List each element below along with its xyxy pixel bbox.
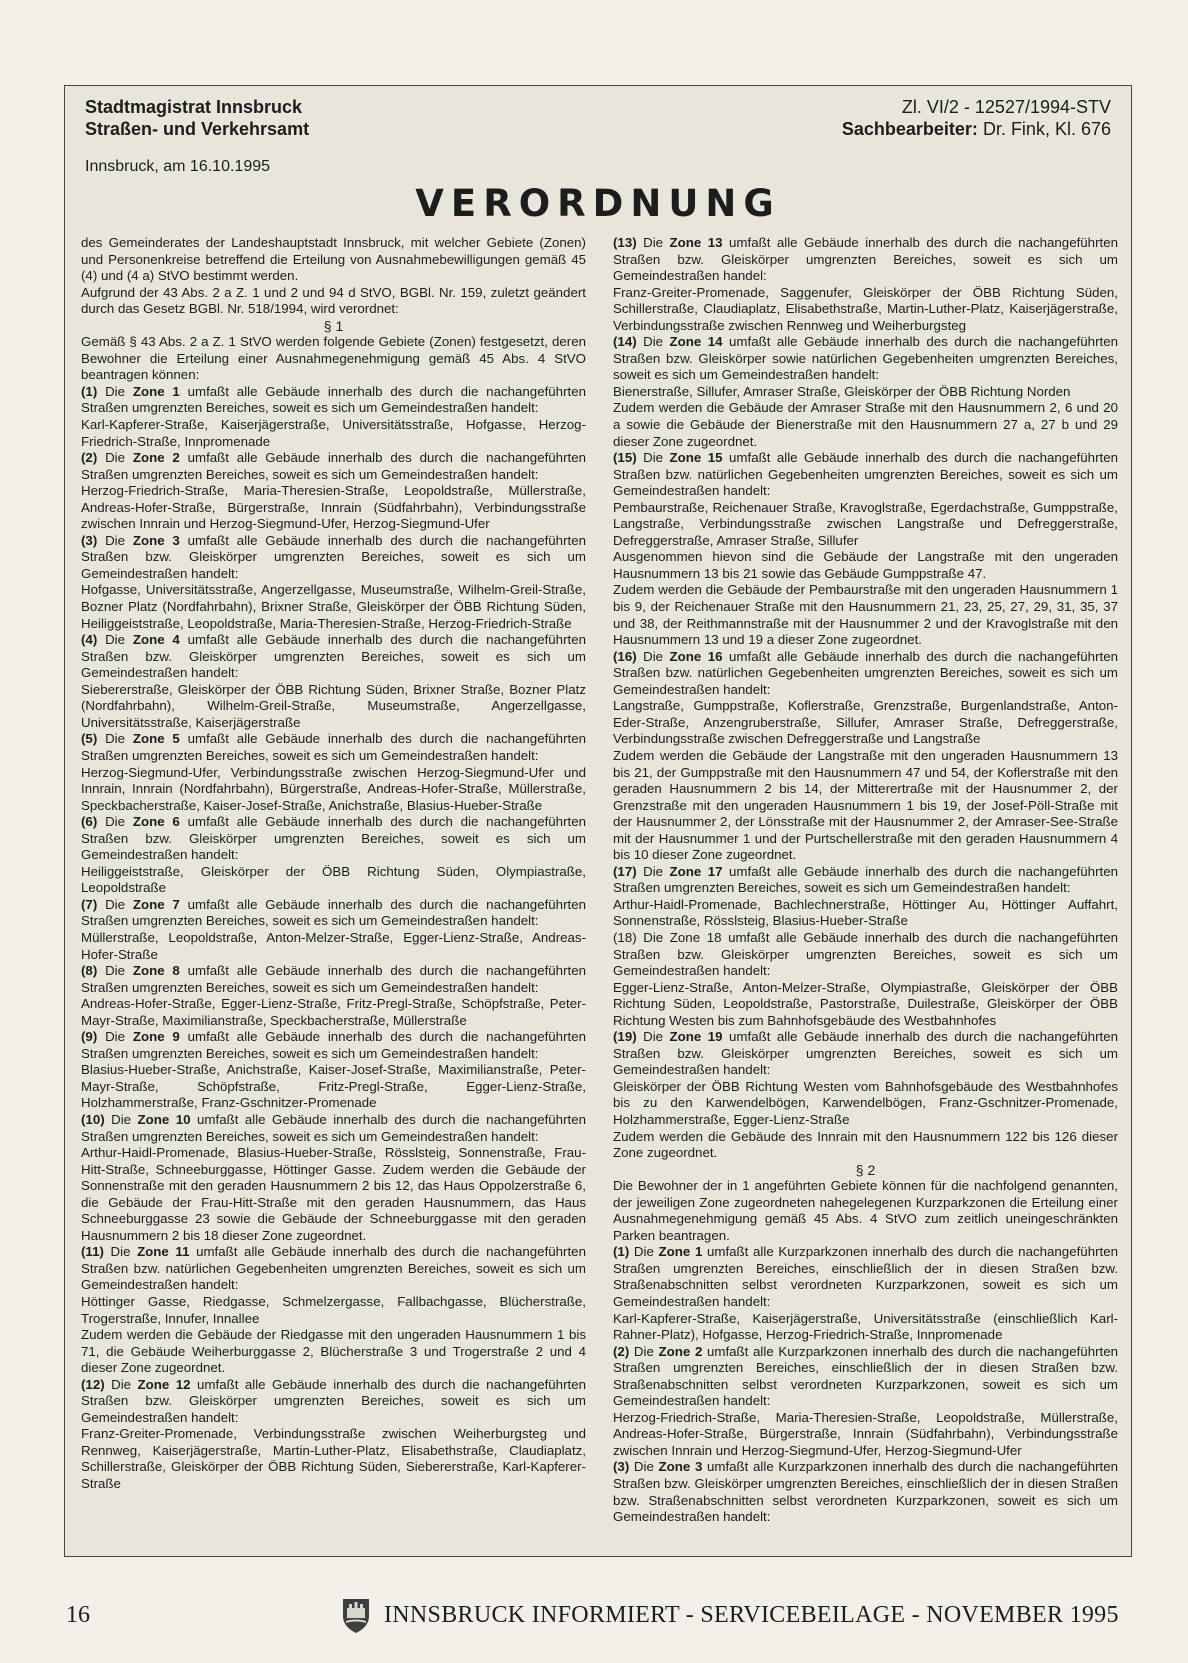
parking-zone-1-streets: Karl-Kapferer-Straße, Kaiserjägerstraße, Universitätsstraße (einschließlich Karl-Rahner-Platz), Hofgasse, Herzog-Friedrich-Straße, Innpromenade xyxy=(613,1310,1118,1343)
document-title: VERORDNUNG xyxy=(415,182,781,225)
section-2-heading: § 2 xyxy=(855,1161,876,1178)
zone-15-streets: Pembaurstraße, Reichenauer Straße, Kravoglstraße, Egerdachstraße, Gumppstraße, Langstraße, Verbindungsstraße zwischen Langstraße und Defreggerstraße, Defreggerstraße, Amraser Straße, Sillufer xyxy=(613,499,1118,548)
section-2-text: Die Bewohner der in 1 angeführten Gebiete können für die nachfolgend genannten, der jeweiligen Zone zugeordneten nahegelegenen Kurzparkzonen die Erteilung einer Ausnahmegenehmigung gemäß 45 Abs. 4 StVO zum zeitlich uneingeschränkten Parken beantragen. xyxy=(613,1178,1118,1243)
zone-10-streets: Arthur-Haidl-Promenade, Blasius-Hueber-Straße, Rösslsteig, Sonnenstraße, Frau-Hitt-Straße, Schneeburggasse, Höttinger Gasse. Zudem werden die Gebäude der Sonnenstraße mit den geraden Hausnummern 2 bis 12, das Haus Oppolzerstraße 6, die Gebäude der Frau-Hitt-Straße mit den geraden Hausnummern, das Haus Schneeburggasse 23 sowie die Gebäude der Schneeburggasse mit den geraden Hausnummern 2 bis 18 dieser Zone zugeordnet. xyxy=(81,1145,586,1243)
zone-5-streets: Herzog-Siegmund-Ufer, Verbindungsstraße zwischen Herzog-Siegmund-Ufer und Innrain, Innrain (Nordfahrbahn), Bürgerstraße, Andreas-Hofer-Straße, Müllerstraße, Speckbacherstraße, Kaiser-Josef-Straße, Anichstraße, Blasius-Hueber-Straße xyxy=(81,764,586,813)
zone-3-streets: Hofgasse, Universitätsstraße, Angerzellgasse, Museumstraße, Wilhelm-Greil-Straße, Bozner Platz (Nordfahrbahn), Brixner Straße, Gleiskörper der ÖBB Richtung Süden, Heiliggeiststraße, Leopoldstraße, Maria-Theresien-Straße, Herzog-Friedrich-Straße xyxy=(81,582,586,631)
zone-10: (10) Die Zone 10 umfaßt alle Gebäude innerhalb des durch die nachangeführten Straßen umgrenzten Bereiches, soweit es sich um Gemeindestraßen handelt: xyxy=(81,1111,586,1144)
zone-15-extra: Zudem werden die Gebäude der Pembaurstraße mit den ungeraden Hausnummern 1 bis 9, der Reichenauer Straße mit den Hausnummern 21, 23, 25, 27, 29, 31, 35, 37 und 38, der Reithmannstraße mit der Hausnummer 2 und der Kravoglstraße mit den Hausnummern 13 und 19 a dieser Zone zugeordnet. xyxy=(613,582,1118,648)
zone-4-streets: Siebererstraße, Gleiskörper der ÖBB Richtung Süden, Brixner Straße, Bozner Platz (Nordfahrbahn), Wilhelm-Greil-Straße, Museumstraße, Angerzellgasse, Universitätsstraße, Kaiserjägerstraße xyxy=(81,681,586,730)
zone-18-streets: Egger-Lienz-Straße, Anton-Melzer-Straße, Olympiastraße, Gleiskörper der ÖBB Richtung Süden, Leopoldstraße, Pastorstraße, Duilestraße, Gleiskörper der ÖBB Richtung Westen bis zum Bahnhofsgebäude des Westbahnhofes xyxy=(613,979,1118,1028)
reference-number: Zl. VI/2 - 12527/1994-STV xyxy=(901,97,1111,117)
zone-18: (18) Die Zone 18 umfaßt alle Gebäude innerhalb des durch die nachangeführten Straßen bzw. Gleiskörper umgrenzten Bereiches, soweit es sich um Gemeindestraßen handelt: xyxy=(613,929,1118,979)
publication-title: INNSBRUCK INFORMIERT - SERVICEBEILAGE - NOVEMBER 1995 xyxy=(384,1602,1119,1628)
reference-block xyxy=(842,96,1111,140)
zone-15-exception: Ausgenommen hievon sind die Gebäude der Langstraße mit den ungeraden Hausnummern 13 bis 21 sowie das Gebäude Gumppstraße 47. xyxy=(613,549,1118,581)
zone-12-streets: Franz-Greiter-Promenade, Verbindungsstraße zwischen Weiherburgsteg und Rennweg, Kaiserjägerstraße, Martin-Luther-Platz, Elisabethstraße, Claudiaplatz, Schillerstraße, Gleiskörper der ÖBB Richtung Süden, Siebererstraße, Karl-Kapferer-Straße xyxy=(81,1426,586,1492)
zone-2-streets: Herzog-Friedrich-Straße, Maria-Theresien-Straße, Leopoldstraße, Müllerstraße, Andreas-Hofer-Straße, Bürgerstraße, Innrain (Südfahrbahn), Verbindungsstraße zwischen Innrain und Herzog-Siegmund-Ufer, Herzog-Siegmund-Ufer xyxy=(81,483,586,532)
left-column xyxy=(81,235,586,1493)
zone-1: (1) Die Zone 1 umfaßt alle Gebäude innerhalb des durch die nachangeführten Straßen umgrenzten Bereiches, soweit es sich um Gemeindestraßen handelt: xyxy=(81,383,586,416)
zone-13-streets: Franz-Greiter-Promenade, Saggenufer, Gleiskörper der ÖBB Richtung Süden, Schillerstraße, Claudiaplatz, Elisabethstraße, Martin-Luther-Platz, Kaiserjägerstraße, Verbindungsstraße zwischen Rennweg und Weiherburgsteg xyxy=(613,284,1118,333)
zone-2: (2) Die Zone 2 umfaßt alle Gebäude innerhalb des durch die nachangeführten Straßen umgrenzten Bereiches, soweit es sich um Gemeindestraßen handelt: xyxy=(81,450,586,482)
parking-zone-2-streets: Herzog-Friedrich-Straße, Maria-Theresien-Straße, Leopoldstraße, Müllerstraße, Andreas-Hofer-Straße, Bürgerstraße, Innrain (Südfahrbahn), Verbindungsstraße zwischen Innrain und Herzog-Siegmund-Ufer, Herzog-Siegmund-Ufer xyxy=(613,1409,1118,1458)
zone-16: (16) Die Zone 16 umfaßt alle Gebäude innerhalb des durch die nachangeführten Straßen bzw. natürlichen Gegebenheiten umgrenzten Bereiches, soweit es sich um Gemeindestraßen handelt: xyxy=(613,648,1118,697)
zone-16-streets: Langstraße, Gumppstraße, Koflerstraße, Grenzstraße, Burgenlandstraße, Anton-Eder-Straße, Anzengruberstraße, Sillufer, Amraser Straße, Defreggerstraße, Verbindungsstraße zwischen Defreggerstraße und Langstraße xyxy=(613,698,1118,747)
zone-13: (13) Die Zone 13 umfaßt alle Gebäude innerhalb des durch die nachangeführten Straßen bzw. Gleiskörper umgrenzten Bereiches, soweit es sich um Gemeindestraßen handel: xyxy=(613,235,1118,284)
zone-17-streets: Arthur-Haidl-Promenade, Bachlechnerstraße, Höttinger Au, Höttinger Auffahrt, Sonnenstraße, Rösslsteig, Blasius-Hueber-Straße xyxy=(613,896,1118,929)
zone-15: (15) Die Zone 15 umfaßt alle Gebäude innerhalb des durch die nachangeführten Straßen bzw. natürlichen Gegebenheiten umgrenzten Bereiches, soweit es sich um Gemeindestraßen handelt: xyxy=(613,450,1118,499)
zone-14: (14) Die Zone 14 umfaßt alle Gebäude innerhalb des durch die nachangeführten Straßen bzw. Gleiskörper sowie natürlichen Gegebenheiten umgrenzten Bereiches, soweit es sich um Gemeindestraßen handelt: xyxy=(613,334,1118,383)
zone-11-streets: Höttinger Gasse, Riedgasse, Schmelzergasse, Fallbachgasse, Blücherstraße, Trogerstraße, Innufer, Innallee xyxy=(81,1294,586,1326)
clerk-label: Sachbearbeiter: xyxy=(841,119,978,139)
section-1-heading: § 1 xyxy=(323,317,344,334)
zone-6: (6) Die Zone 6 umfaßt alle Gebäude innerhalb des durch die nachangeführten Straßen bzw. Gleiskörper umgrenzten Bereiches, soweit es sich um Gemeindestraßen handelt: xyxy=(81,814,586,863)
zone-19-extra: Zudem werden die Gebäude des Innrain mit den Hausnummern 122 bis 126 dieser Zone zugeordnet. xyxy=(613,1128,1118,1161)
zone-17: (17) Die Zone 17 umfaßt alle Gebäude innerhalb des durch die nachangeführten Straßen umgrenzten Bereiches, soweit es sich um Gemeindestraßen handelt: xyxy=(613,863,1118,896)
parking-zone-1: (1) Die Zone 1 umfaßt alle Kurzparkzonen innerhalb des durch die nachangeführten Straßen umgrenzten Bereiches, einschließlich der in diesen Straßen bzw. Straßenabschnitten selbst verordneten Kurzparkzonen, soweit es sich um Gemeindestraßen handelt: xyxy=(613,1244,1118,1309)
city-crest-icon xyxy=(341,1596,371,1634)
zone-3: (3) Die Zone 3 umfaßt alle Gebäude innerhalb des durch die nachangeführten Straßen bzw. Gleiskörper umgrenzten Bereiches, soweit es sich um Gemeindestraßen handelt: xyxy=(81,532,586,581)
zone-9: (9) Die Zone 9 umfaßt alle Gebäude innerhalb des durch die nachangeführten Straßen umgrenzten Bereiches, soweit es sich um Gemeindestraßen handelt: xyxy=(81,1029,586,1061)
department-name: Straßen- und Verkehrsamt xyxy=(85,119,310,139)
zone-7: (7) Die Zone 7 umfaßt alle Gebäude innerhalb des durch die nachangeführten Straßen umgrenzten Bereiches, soweit es sich um Gemeindestraßen handelt: xyxy=(81,896,586,929)
parking-zone-2: (2) Die Zone 2 umfaßt alle Kurzparkzonen innerhalb des durch die nachangeführten Straßen umgrenzten Bereiches, einschließlich der in diesen Straßen bzw. Straßenabschnitten selbst verordneten Kurzparkzonen, soweit es sich um Gemeindestraßen handelt: xyxy=(613,1343,1118,1409)
clerk-line xyxy=(842,118,1111,140)
zone-5: (5) Die Zone 5 umfaßt alle Gebäude innerhalb des durch die nachangeführten Straßen umgrenzten Bereiches, soweit es sich um Gemeindestraßen handelt: xyxy=(81,731,586,763)
document-frame xyxy=(64,85,1132,1557)
place-date: Innsbruck, am 16.10.1995 xyxy=(85,158,271,175)
clerk-name: Dr. Fink, Kl. 676 xyxy=(982,119,1111,139)
zone-14-streets: Bienerstraße, Sillufer, Amraser Straße, Gleiskörper der ÖBB Richtung Norden xyxy=(613,383,1071,399)
zone-8-streets: Andreas-Hofer-Straße, Egger-Lienz-Straße, Fritz-Pregl-Straße, Schöpfstraße, Peter-Mayr-Straße, Maximilianstraße, Speckbacherstraße, Müllerstraße xyxy=(81,996,586,1028)
zone-19-streets: Gleiskörper der ÖBB Richtung Westen vom Bahnhofsgebäude des Westbahnhofes bis zu den Karwendelbögen, Karwendelbögen, Franz-Gschnitzer-Promenade, Holzhammerstraße, Egger-Lienz-Straße xyxy=(613,1078,1118,1127)
page-footer xyxy=(0,1596,1188,1636)
parking-zone-3: (3) Die Zone 3 umfaßt alle Kurzparkzonen innerhalb des durch die nachangeführten Straßen bzw. Gleiskörper umgrenzten Bereiches, einschließlich der in diesen Straßen bzw. Straßenabschnitten selbst verordneten Kurzparkzonen, soweit es sich um Gemeindestraßen handelt: xyxy=(613,1459,1118,1525)
zone-11-extra: Zudem werden die Gebäude der Riedgasse mit den ungeraden Hausnummern 1 bis 71, die Gebäude Weiherburggasse 2, Blücherstraße 3 und Trogerstraße 2 und 4 dieser Zone zugeordnet. xyxy=(81,1327,586,1376)
zone-1-streets: Karl-Kapferer-Straße, Kaiserjägerstraße, Universitätsstraße, Hofgasse, Herzog-Friedrich-Straße, Innpromenade xyxy=(81,417,586,449)
intro-text: des Gemeinderates der Landeshauptstadt Innsbruck, mit welcher Gebiete (Zonen) und Personenkreise betreffend die Erteilung von Ausnahmebewilligungen gemäß 45 (4) und (4 a) StVO bestimmt werden. xyxy=(81,235,586,284)
zone-9-streets: Blasius-Hueber-Straße, Anichstraße, Kaiser-Josef-Straße, Maximilianstraße, Peter-Mayr-Straße, Schöpfstraße, Fritz-Pregl-Straße, Egger-Lienz-Straße, Holzhammerstraße, Franz-Gschnitzer-Promenade xyxy=(81,1062,586,1111)
zone-6-streets: Heiliggeiststraße, Gleiskörper der ÖBB Richtung Süden, Olympiastraße, Leopoldstraße xyxy=(81,863,586,896)
zone-19: (19) Die Zone 19 umfaßt alle Gebäude innerhalb des durch die nachangeführten Straßen bzw. Gleiskörper umgrenzten Bereiches, soweit es sich um Gemeindestraßen handelt: xyxy=(613,1029,1118,1078)
zone-7-streets: Müllerstraße, Leopoldstraße, Anton-Melzer-Straße, Egger-Lienz-Straße, Andreas-Hofer-Straße xyxy=(81,929,586,962)
authority-name: Stadtmagistrat Innsbruck xyxy=(85,97,303,117)
right-column xyxy=(613,235,1118,1526)
zone-14-extra: Zudem werden die Gebäude der Amraser Straße mit den Hausnummern 2, 6 und 20 a sowie die Gebäude der Bienerstraße mit den Hausnummern 27 a, 27 b und 29 dieser Zone zugeordnet. xyxy=(613,400,1118,449)
page-number: 16 xyxy=(66,1602,90,1628)
zone-8: (8) Die Zone 8 umfaßt alle Gebäude innerhalb des durch die nachangeführten Straßen umgrenzten Bereiches, soweit es sich um Gemeindestraßen handelt: xyxy=(81,963,586,995)
zone-4: (4) Die Zone 4 umfaßt alle Gebäude innerhalb des durch die nachangeführten Straßen bzw. Gleiskörper umgrenzten Bereiches, soweit es sich um Gemeindestraßen handelt: xyxy=(81,632,586,681)
section-1-text: Gemäß § 43 Abs. 2 a Z. 1 StVO werden folgende Gebiete (Zonen) festgesetzt, deren Bewohner die Erteilung einer Ausnahmegenehmigung gemäß 45 Abs. 4 StVO beantragen können: xyxy=(81,334,586,383)
zone-12: (12) Die Zone 12 umfaßt alle Gebäude innerhalb des durch die nachangeführten Straßen bzw. Gleiskörper umgrenzten Bereiches, soweit es sich um Gemeindestraßen handelt: xyxy=(81,1376,586,1425)
zone-11: (11) Die Zone 11 umfaßt alle Gebäude innerhalb des durch die nachangeführten Straßen bzw. natürlichen Gegebenheiten umgrenzten Bereiches, soweit es sich um Gemeindestraßen handelt: xyxy=(81,1244,586,1293)
legal-basis: Aufgrund der 43 Abs. 2 a Z. 1 und 2 und 94 d StVO, BGBl. Nr. 159, zuletzt geändert durch das Gesetz BGBl. Nr. 518/1994, wird verordnet: xyxy=(81,284,586,317)
zone-16-extra: Zudem werden die Gebäude der Langstraße mit den ungeraden Hausnummern 13 bis 21, der Gumppstraße mit den Hausnummern 47 und 54, der Koflerstraße mit den geraden Hausnummern 2 bis 14, der Mitterertraße mit der Hausnummer 2, der Grenzstraße mit den ungeraden Hausnummern 1 bis 19, der Josef-Pöll-Straße mit der Hausnummer 2, der Lönsstraße mit der Hausnummer 2, der Amraser-See-Straße mit der Hausnummer 1 und der Purtschellerstraße mit den geraden Hausnummern 4 bis 10 dieser Zone zugeordnet. xyxy=(613,747,1118,863)
authority-block xyxy=(85,96,309,140)
